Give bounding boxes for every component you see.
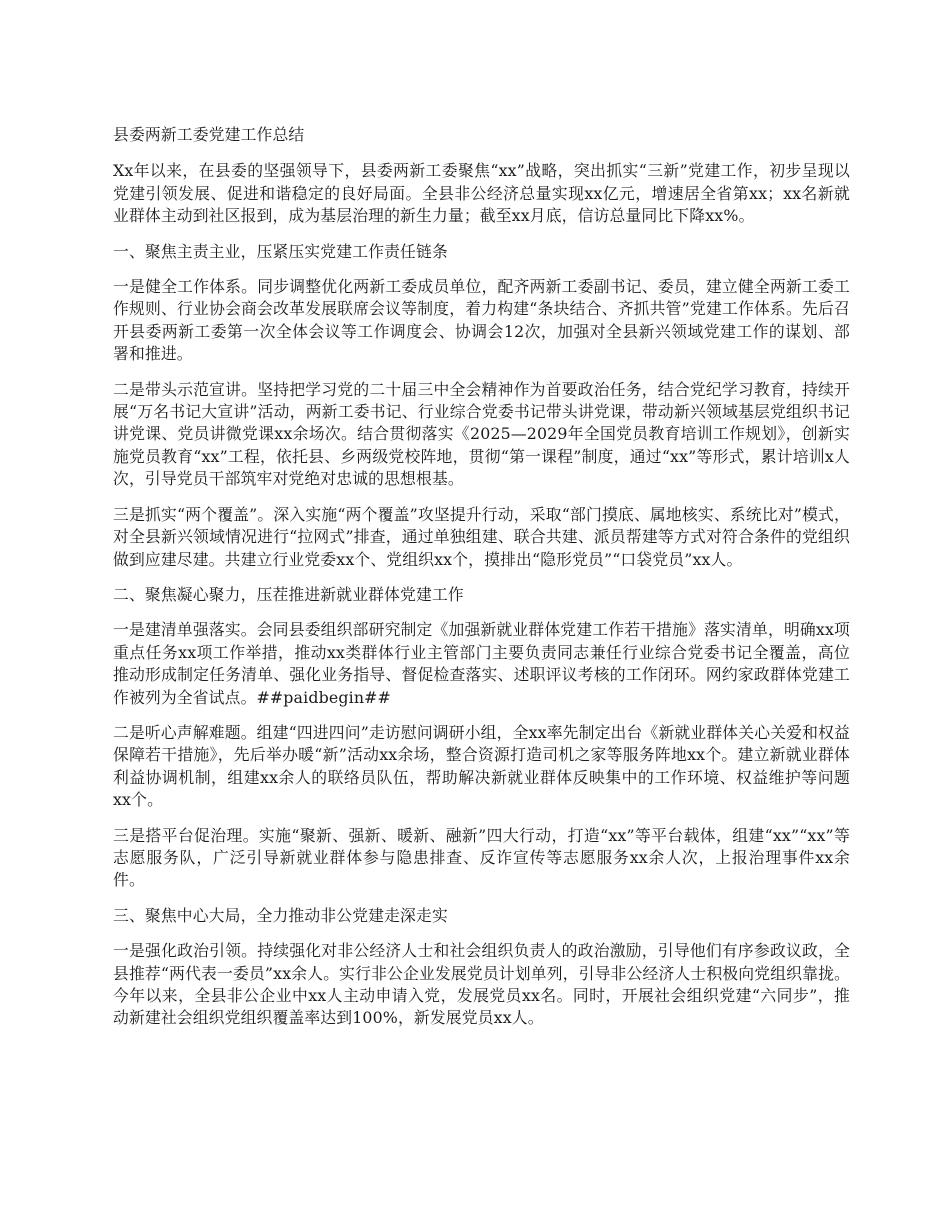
section-2-paragraph-1: 一是建清单强落实。会同县委组织部研究制定《加强新就业群体党建工作若干措施》落实清单，明确xx项重点任务xx项工作举措，推动xx类群体行业主管部门主要负责同志兼任行业综合党委书记全覆盖，高位推动形成制定任务清单、强化业务指导、督促检查落实、述职评议考核的工作闭环。网约家政群体党建工作被列为全省试点。##paidbegin## [113,620,850,707]
section-3-paragraph-1: 一是强化政治引领。持续强化对非公经济人士和社会组织负责人的政治激励，引导他们有序参政议政，全县推荐“两代表一委员”xx余人。实行非公企业发展党员计划单列，引导非公经济人士积极向党组织靠拢。今年以来，全县非公企业中xx人主动申请入党，发展党员xx名。同时，开展社会组织党建“六同步”，推动新建社会组织党组织覆盖率达到100%，新发展党员xx人。 [113,941,850,1028]
section-2-heading: 二、聚焦凝心聚力，压茬推进新就业群体党建工作 [113,584,464,604]
intro-paragraph: Xx年以来，在县委的坚强领导下，县委两新工委聚焦“xx”战略，突出抓实“三新”党建工作，初步呈现以党建引领发展、促进和谐稳定的良好局面。全县非公经济总量实现xx亿元，增速居全省第xx；xx名新就业群体主动到社区报到，成为基层治理的新生力量；截至xx月底，信访总量同比下降xx%。 [113,161,850,226]
section-2-paragraph-2: 二是听心声解难题。组建“四进四问”走访慰问调研小组，全xx率先制定出台《新就业群体关心关爱和权益保障若干措施》，先后举办暖“新”活动xx余场，整合资源打造司机之家等服务阵地xx个。建立新就业群体利益协调机制，组建xx余人的联络员队伍，帮助解决新就业群体反映集中的工作环境、权益维护等问题xx个。 [113,722,850,810]
section-1-heading: 一、聚焦主责主业，压紧压实党建工作责任链条 [113,241,448,261]
section-3-heading: 三、聚焦中心大局，全力推动非公党建走深走实 [113,905,448,925]
section-1-paragraph-1: 一是健全工作体系。同步调整优化两新工委成员单位，配齐两新工委副书记、委员，建立健全两新工委工作规则、行业协会商会改革发展联席会议等制度，着力构建“条块结合、齐抓共管”党建工作体系。先后召开县委两新工委第一次全体会议等工作调度会、协调会12次，加强对全县新兴领域党建工作的谋划、部署和推进。 [113,277,850,364]
section-2-paragraph-3: 三是搭平台促治理。实施“聚新、强新、暖新、融新”四大行动，打造“xx”等平台载体，组建“xx”“xx”等志愿服务队，广泛引导新就业群体参与隐患排查、反诈宣传等志愿服务xx余人次，上报治理事件xx余件。 [113,825,850,890]
section-1-paragraph-3: 三是抓实“两个覆盖”。深入实施“两个覆盖”攻坚提升行动，采取“部门摸底、属地核实、系统比对”模式，对全县新兴领域情况进行“拉网式”排查，通过单独组建、联合共建、派员帮建等方式对符合条件的党组织做到应建尽建。共建立行业党委xx个、党组织xx个，摸排出“隐形党员”“口袋党员”xx人。 [113,504,850,569]
section-1-paragraph-2: 二是带头示范宣讲。坚持把学习党的二十届三中全会精神作为首要政治任务，结合党纪学习教育，持续开展“万名书记大宣讲”活动，两新工委书记、行业综合党委书记带头讲党课，带动新兴领域基层党组织书记讲党课、党员讲微党课xx余场次。结合贯彻落实《2025—2029年全国党员教育培训工作规划》，创新实施党员教育“xx”工程，依托县、乡两级党校阵地，贯彻“第一课程”制度，通过“xx”等形式，累计培训x人次，引导党员干部筑牢对党绝对忠诚的思想根基。 [113,379,850,489]
document-body [113,124,850,1043]
document-title: 县委两新工委党建工作总结 [113,125,305,144]
